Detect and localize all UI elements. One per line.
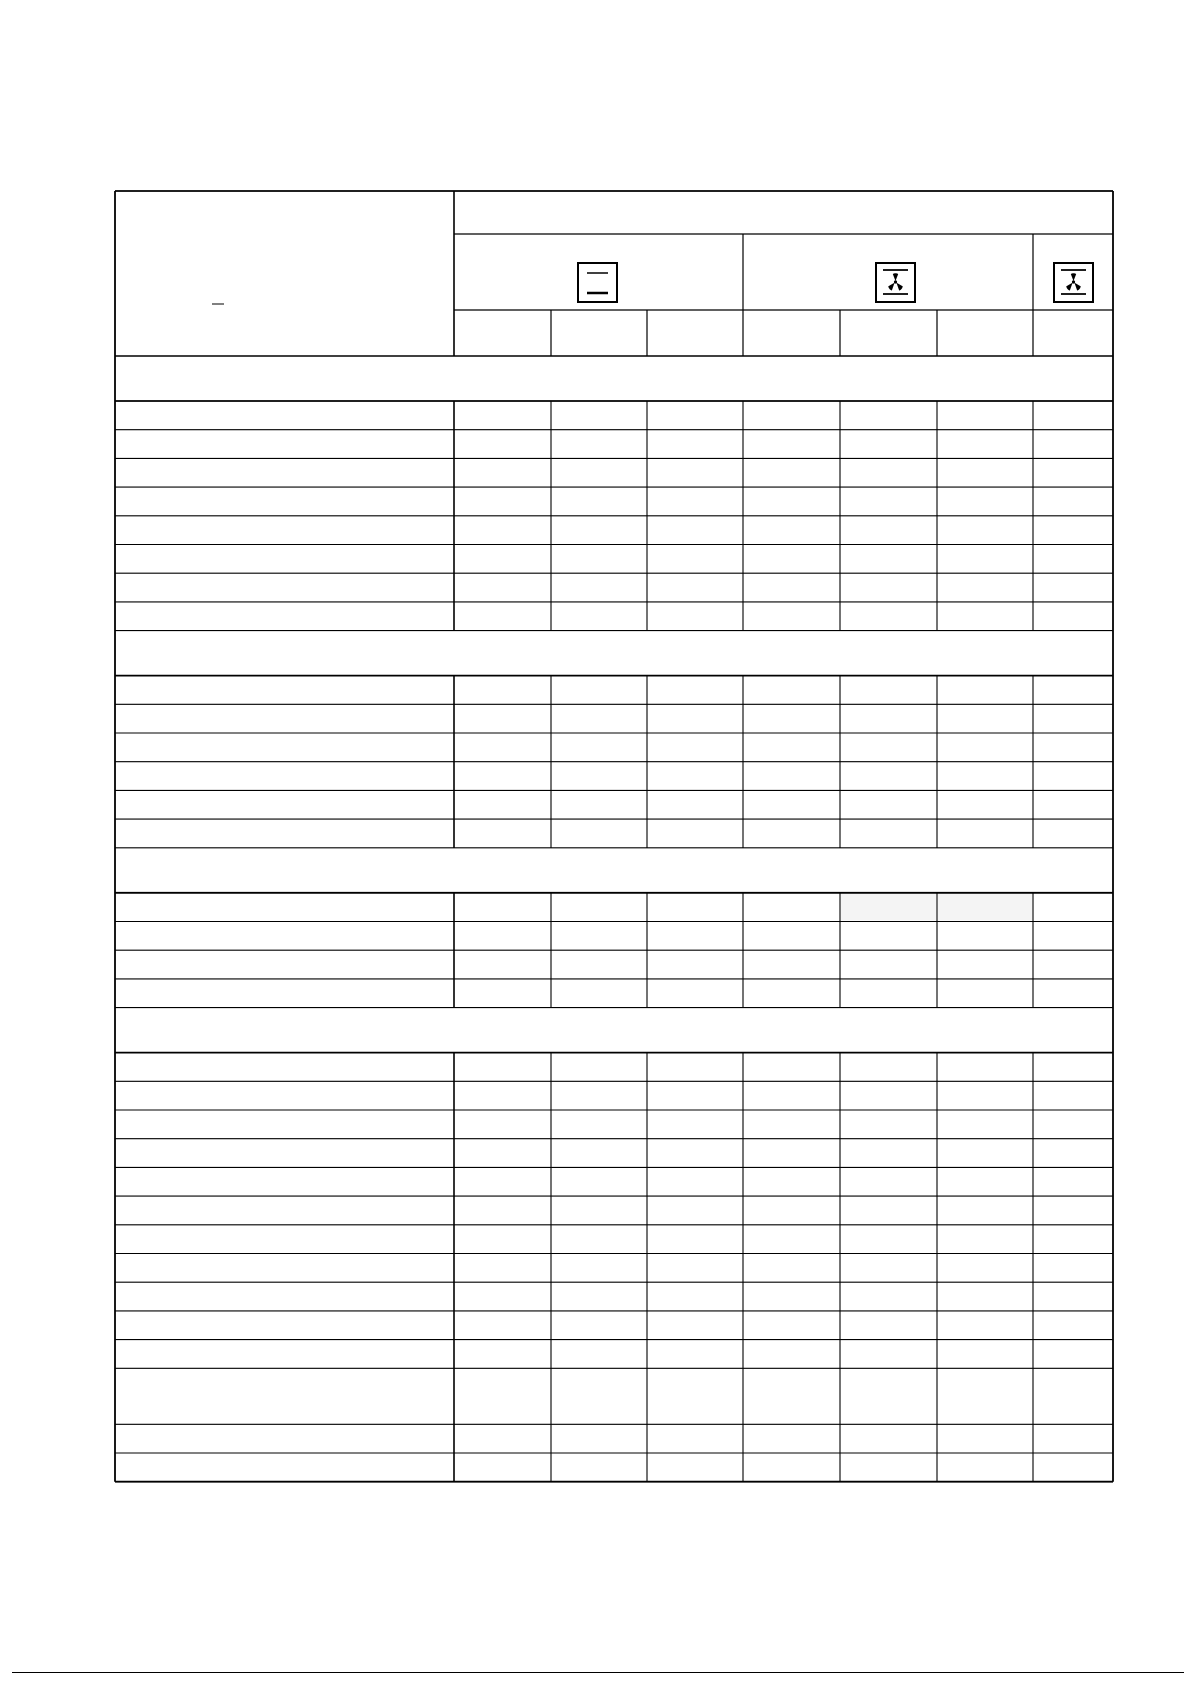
- shaded-cell: [841, 894, 936, 921]
- fan-with-top-bottom-heat-icon: [1053, 262, 1094, 303]
- top-bottom-heat-icon: [577, 262, 618, 303]
- footer-rule: [12, 1672, 1184, 1673]
- shaded-cell: [938, 894, 1032, 921]
- fan-with-top-bottom-heat-icon: [875, 262, 916, 303]
